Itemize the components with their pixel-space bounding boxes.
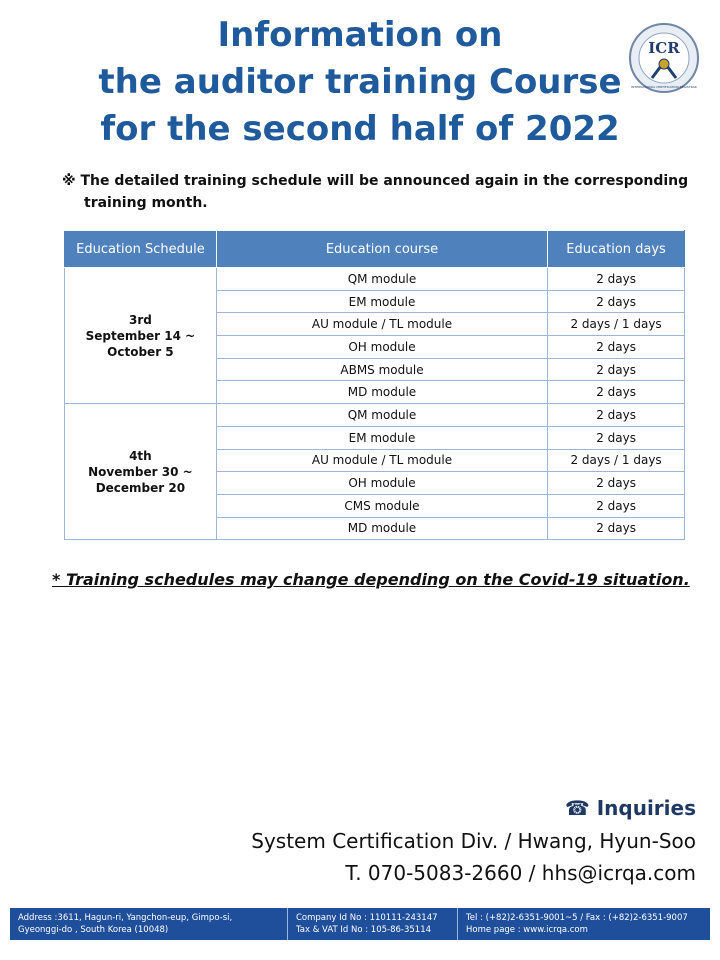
note-line-2: training month. xyxy=(84,195,208,211)
days-cell: 2 days xyxy=(548,268,685,291)
footer-homepage[interactable]: Home page : www.icrqa.com xyxy=(466,925,588,935)
course-cell: OH module xyxy=(216,336,547,359)
page-title xyxy=(60,12,660,153)
footer-address-line-1: Address :3611, Hagun-ri, Yangchon-eup, Gimpo-si, xyxy=(18,913,233,923)
header-days: Education days xyxy=(548,231,685,268)
days-cell: 2 days / 1 days xyxy=(548,449,685,472)
title-line-3: for the second half of 2022 xyxy=(100,109,620,149)
days-cell: 2 days / 1 days xyxy=(548,313,685,336)
course-cell: MD module xyxy=(216,381,547,404)
days-cell: 2 days xyxy=(548,381,685,404)
course-cell: QM module xyxy=(216,404,547,427)
course-cell: QM module xyxy=(216,268,547,291)
footer-company-ids xyxy=(288,908,458,940)
telephone-icon: ☎ xyxy=(564,796,590,820)
title-line-2: the auditor training Course xyxy=(98,62,622,102)
period-end: October 5 xyxy=(107,344,174,359)
days-cell: 2 days xyxy=(548,290,685,313)
logo-ring-text: INTERNATIONAL CERTIFICATION REGISTRAR xyxy=(631,85,697,89)
table-row xyxy=(65,404,685,427)
course-cell: CMS module xyxy=(216,494,547,517)
icr-logo-icon xyxy=(628,22,700,94)
schedule-note xyxy=(62,170,692,214)
days-cell: 2 days xyxy=(548,358,685,381)
days-cell: 2 days xyxy=(548,404,685,427)
days-cell: 2 days xyxy=(548,336,685,359)
schedule-table xyxy=(64,230,685,540)
schedule-period-4th xyxy=(65,404,217,540)
footer-company-id: Company Id No : 110111-243147 xyxy=(296,913,438,923)
footer-contact xyxy=(458,908,710,940)
course-cell: EM module xyxy=(216,290,547,313)
days-cell: 2 days xyxy=(548,426,685,449)
covid-note: * Training schedules may change depending on the Covid-19 situation. xyxy=(52,570,690,589)
note-line-1: ※ The detailed training schedule will be announced again in the corresponding xyxy=(62,173,689,189)
footer-bar xyxy=(10,908,710,940)
days-cell: 2 days xyxy=(548,472,685,495)
period-round: 3rd xyxy=(128,312,152,327)
days-cell: 2 days xyxy=(548,494,685,517)
footer-address-line-2: Gyeonggi-do , South Korea (10048) xyxy=(18,925,169,935)
period-round: 4th xyxy=(129,448,152,463)
days-cell: 2 days xyxy=(548,517,685,540)
footer-address xyxy=(10,908,288,940)
inquiries-heading xyxy=(565,796,696,820)
logo-text: ICR xyxy=(648,39,680,57)
period-start: September 14 ~ xyxy=(85,328,196,343)
contact-department: System Certification Div. / Hwang, Hyun-Soo xyxy=(251,829,696,853)
course-cell: OH module xyxy=(216,472,547,495)
period-start: November 30 ~ xyxy=(88,464,193,479)
course-cell: ABMS module xyxy=(216,358,547,381)
schedule-period-3rd xyxy=(65,268,217,404)
course-cell: MD module xyxy=(216,517,547,540)
title-line-1: Information on xyxy=(217,15,503,55)
header-schedule: Education Schedule xyxy=(65,231,217,268)
table-row xyxy=(65,268,685,291)
table-header-row xyxy=(65,231,685,268)
course-cell: EM module xyxy=(216,426,547,449)
inquiries-label: Inquiries xyxy=(596,796,696,820)
header-course: Education course xyxy=(216,231,547,268)
footer-tel-fax: Tel : (+82)2-6351-9001~5 / Fax : (+82)2-6351-9007 xyxy=(466,913,688,923)
footer-tax-id: Tax & VAT Id No : 105-86-35114 xyxy=(296,925,432,935)
period-end: December 20 xyxy=(95,480,186,495)
contact-phone-email: T. 070-5083-2660 / hhs@icrqa.com xyxy=(345,861,696,885)
course-cell: AU module / TL module xyxy=(216,449,547,472)
course-cell: AU module / TL module xyxy=(216,313,547,336)
